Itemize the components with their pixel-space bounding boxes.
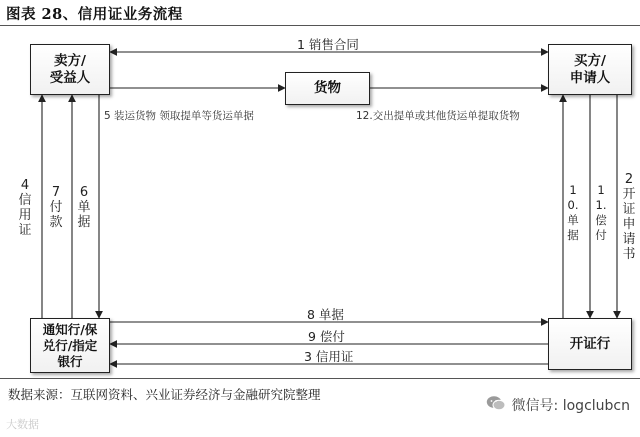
node-buyer-line2: 申请人 [569, 69, 611, 86]
node-issuing-label: 开证行 [569, 335, 611, 352]
edge-label-buyer-reimburse: 11.偿付 [595, 183, 607, 242]
node-advising-line3: 银行 [57, 353, 83, 369]
node-goods [285, 72, 370, 105]
edge-label-credit-issue: 3 信用证 [304, 349, 354, 364]
wechat-watermark [486, 395, 630, 415]
node-goods-label: 货物 [314, 80, 341, 96]
edge-label-payment: 7付款 [49, 185, 63, 230]
node-issuing-bank [548, 318, 632, 370]
edge-label-bank-reimburse: 9 偿付 [308, 329, 345, 344]
node-buyer-line1: 买方/ [574, 52, 606, 69]
node-advising-line2: 兑行/指定 [42, 337, 98, 353]
corner-watermark: 大数据 [6, 418, 39, 431]
node-buyer [548, 44, 632, 95]
edge-label-application: 2开证申请书 [622, 172, 636, 262]
node-seller-line2: 受益人 [49, 69, 91, 86]
node-advising-bank [30, 318, 110, 373]
wechat-id: 微信号: logclubcn [511, 398, 630, 414]
edge-label-take-delivery: 12.交出提单或其他货运单提取货物 [356, 110, 520, 122]
node-seller-line1: 卖方/ [54, 52, 86, 69]
figure-title: 图表 28、信用证业务流程 [6, 6, 183, 23]
source-divider [0, 378, 640, 379]
edge-label-sales-contract: 1 销售合同 [297, 37, 359, 52]
node-seller [30, 44, 110, 95]
edge-label-credit-notify: 4信用证 [18, 178, 32, 238]
wechat-icon [486, 395, 506, 415]
edge-label-ship-goods: 5 装运货物 领取提单等货运单据 [104, 110, 254, 122]
edge-label-docs-to-issuing: 8 单据 [307, 307, 344, 322]
node-advising-line1: 通知行/保 [42, 321, 98, 337]
source-note: 数据来源：互联网资料、兴业证券经济与金融研究院整理 [8, 387, 321, 402]
edge-label-docs-to-buyer: 10.单据 [567, 183, 579, 242]
edge-label-docs-to-advising: 6单据 [77, 185, 91, 230]
